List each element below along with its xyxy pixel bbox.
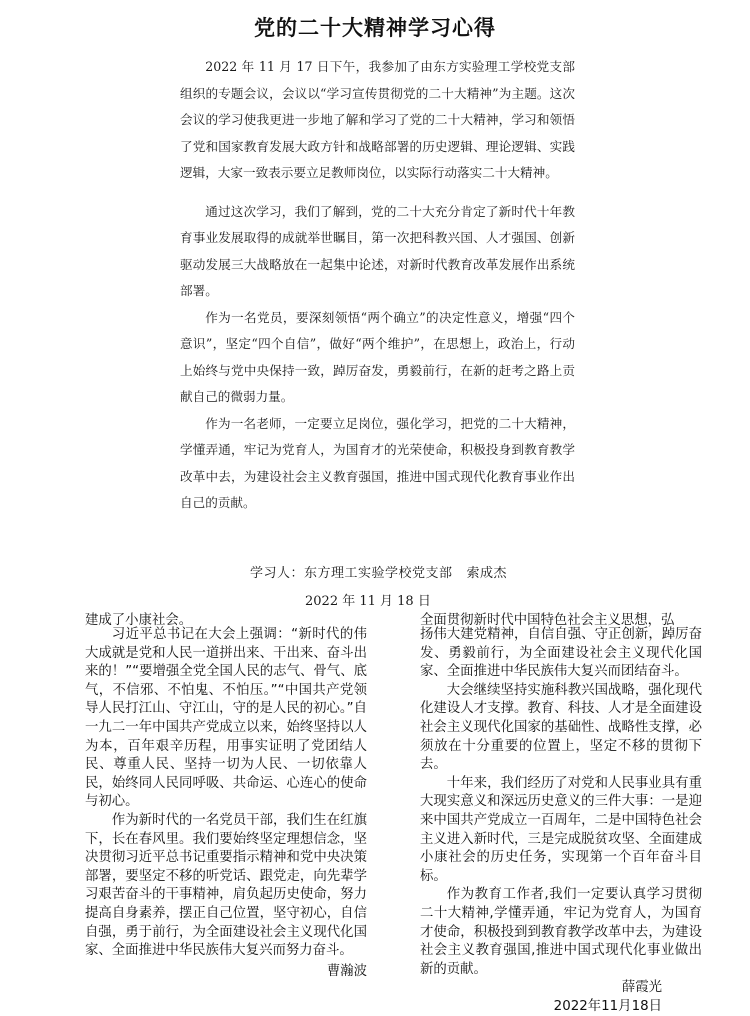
left-column bbox=[85, 613, 367, 1000]
document-title: 党的二十大精神学习心得 bbox=[254, 16, 496, 40]
right-column bbox=[420, 613, 702, 1014]
document-body bbox=[180, 54, 575, 517]
document-date: 2022 年 11 月 18 日 bbox=[305, 594, 431, 609]
clipped-line: 全面贯彻新时代中国特色社会主义思想，弘 bbox=[420, 613, 675, 628]
body-paragraph: 通过这次学习，我们了解到，党的二十大充分肯定了新时代十年教育事业发展取得的成就举世瞩目，第一次把科教兴国、人才强国、创新驱动发展三大战略放在一起集中论述，对新时代教育改革发展作出系统部署。 bbox=[180, 203, 575, 298]
right-paragraph: 十年来，我们经历了对党和人民事业具有重大现实意义和深远历史意义的三件大事：一是迎来中国共产党成立一百周年，二是中国特色社会主义进入新时代，三是完成脱贫攻坚、全面建成小康社会的历史任务，实现第一个百年奋斗目标。 bbox=[420, 775, 702, 884]
left-paragraph: 作为新时代的一名党员干部，我们生在红旗下，长在春风里。我们要始终坚定理想信念，坚决贯彻习近平总书记重要指示精神和党中央决策部署，要坚定不移的听党话、跟党走，向先辈学习艰苦奋斗的干事精神，肩负起历史使命，努力提高自身素养，摆正自己位置，坚守初心，自信自强，勇于前行，为全面建设社会主义现代化国家、全面推进中华民族伟大复兴而努力奋斗。 bbox=[85, 812, 367, 959]
signer-name: 索成杰 bbox=[466, 566, 508, 581]
clipped-line: 建成了小康社会。 bbox=[85, 613, 193, 628]
left-paragraph: 习近平总书记在大会上强调：“新时代的伟大成就是党和人民一道拼出来、干出来、奋斗出来的！”“要增强全党全国人民的志气、骨气、底气，不信邪、不怕鬼、不怕压。”“中国共产党领导人民打江山、守江山，守的是人民的初心。”自一九二一年中国共产党成立以来，始终坚持以人为本，百年艰辛历程，用事实证明了党团结人民、尊重人民、坚持一切为人民、一切依靠人民，始终同人民同呼吸、共命运、心连心的使命与初心。 bbox=[85, 627, 367, 810]
signer-label: 学习人：东方理工实验学校党支部 bbox=[250, 566, 453, 581]
right-signer: 薛霞光 bbox=[621, 980, 662, 996]
right-date: 2022年11月18日 bbox=[553, 998, 662, 1014]
right-paragraph: 大会继续坚持实施科教兴国战略，强化现代化建设人才支撑。教育、科技、人才是全面建设社会主义现代化国家的基础性、战略性支撑，必须放在十分重要的位置上，坚定不移的贯彻下去。 bbox=[420, 682, 702, 773]
body-paragraph: 作为一名老师，一定要立足岗位，强化学习，把党的二十大精神，学懂弄通，牢记为党育人，为国育才的光荣使命，积极投身到教育教学改革中去，为建设社会主义教育强国，推进中国式现代化教育事业作出自己的贡献。 bbox=[180, 415, 575, 510]
left-signer: 曹瀚波 bbox=[326, 963, 367, 979]
document-signer bbox=[250, 562, 507, 581]
body-paragraph: 作为一名党员，要深刻领悟“两个确立”的决定性意义，增强“四个意识”，坚定“四个自信”，做好“两个维护”，在思想上，政治上，行动上始终与党中央保持一致，踔厉奋发，勇毅前行，在新的赶考之路上贡献自己的微弱力量。 bbox=[180, 309, 575, 404]
right-paragraph: 作为教育工作者,我们一定要认真学习贯彻二十大精神,学懂弄通，牢记为党育人，为国育才使命，积极投到到教育教学改革中去，为建设社会主义教育强国,推进中国式现代化事业做出新的贡献。 bbox=[420, 887, 702, 977]
body-paragraph: 2022 年 11 月 17 日下午，我参加了由东方实验理工学校党支部组织的专题会议，会议以“学习宣传贯彻党的二十大精神”为主题。这次会议的学习使我更进一步地了解和学习了党的二十大精神，学习和领悟了党和国家教育发展大政方针和战略部署的历史逻辑、理论逻辑、实践逻辑，大家一致表示要立足教师岗位，以实际行动落实二十大精神。 bbox=[180, 59, 575, 180]
right-paragraph: 扬伟大建党精神，自信自强、守正创新，踔厉奋发、勇毅前行，为全面建设社会主义现代化国家、全面推进中华民族伟大复兴而团结奋斗。 bbox=[420, 627, 702, 680]
